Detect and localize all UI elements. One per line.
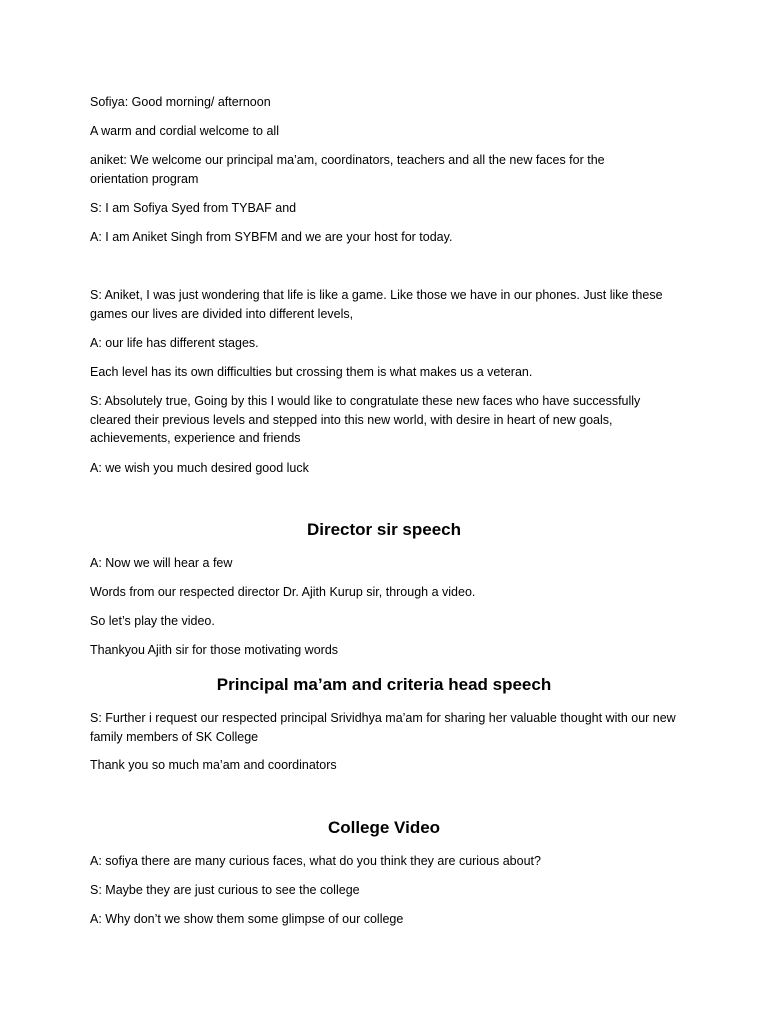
dialogue-line: Thankyou Ajith sir for those motivating words [90, 643, 339, 657]
dialogue-line: A: Why don’t we show them some glimpse of our college [90, 912, 404, 926]
dialogue-line: Words from our respected director Dr. Ajith Kurup sir, through a video. [90, 585, 476, 599]
dialogue-line: Thank you so much ma’am and coordinators [90, 758, 337, 772]
dialogue-line: So let’s play the video. [90, 614, 215, 628]
section-heading-principal: Principal ma’am and criteria head speech [216, 675, 552, 694]
dialogue-line: Each level has its own difficulties but crossing them is what makes us a veteran. [90, 365, 533, 379]
dialogue-line: S: Maybe they are just curious to see the college [90, 883, 360, 897]
dialogue-line: S: I am Sofiya Syed from TYBAF and [90, 201, 297, 215]
section-heading-college-video: College Video [327, 818, 441, 837]
dialogue-line: A: Now we will hear a few [90, 556, 233, 570]
section-heading-director: Director sir speech [306, 520, 461, 539]
dialogue-line: A: our life has different stages. [90, 336, 259, 350]
dialogue-line: aniket: We welcome our principal ma’am, coordinators, teachers and all the new faces for the orientation program [90, 153, 605, 186]
dialogue-line: S: Absolutely true, Going by this I would like to congratulate these new faces who have successfully cleared their previous levels and stepped into this new world, with desire in heart of new goals, achievements, experience and friends [90, 394, 641, 445]
dialogue-line: A: we wish you much desired good luck [90, 461, 309, 475]
dialogue-line: A: I am Aniket Singh from SYBFM and we are your host for today. [90, 230, 453, 244]
dialogue-line: A warm and cordial welcome to all [90, 124, 279, 138]
dialogue-line: S: Aniket, I was just wondering that life is like a game. Like those we have in our phones. Just like these games our lives are divided into different levels, [90, 288, 663, 321]
dialogue-line: A: sofiya there are many curious faces, what do you think they are curious about? [90, 854, 541, 868]
dialogue-line: Sofiya: Good morning/ afternoon [90, 95, 271, 109]
dialogue-line: S: Further i request our respected principal Srividhya ma’am for sharing her valuable thought with our new family members of SK College [90, 711, 676, 744]
